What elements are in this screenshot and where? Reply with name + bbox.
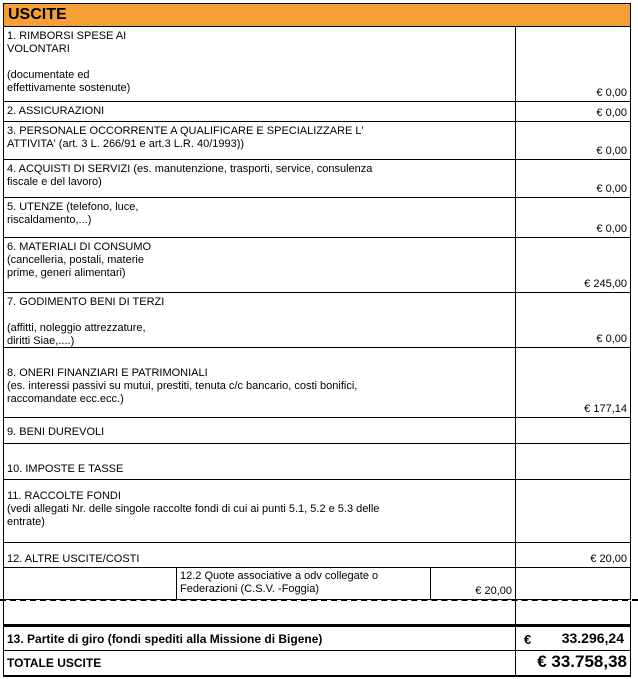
- subrow-quote: [3, 568, 631, 600]
- row-label: 10. IMPOSTE E TASSE: [7, 463, 124, 475]
- row-partite-giro: [3, 625, 631, 651]
- section-title: USCITE: [8, 6, 67, 23]
- giro-label: 13. Partite di giro (fondi spediti alla Missione di Bigene): [7, 632, 323, 646]
- row-label: 8. ONERI FINANZIARI E PATRIMONIALI (es. interessi passivi su mutui, prestiti, tenuta c/c bancario, costi bonifici, raccomandate ecc.ecc.): [7, 367, 358, 405]
- row-personale: [3, 122, 631, 160]
- row-amount: € 0,00: [596, 333, 627, 345]
- row-totale: [3, 651, 631, 677]
- row-amount: € 0,00: [596, 145, 627, 157]
- row-label: 6. MATERIALI DI CONSUMO (cancelleria, postali, materie prime, generi alimentari): [7, 241, 152, 279]
- row-altre-uscite: [3, 543, 631, 568]
- giro-currency: €: [524, 632, 532, 647]
- total-label: TOTALE USCITE: [7, 656, 102, 670]
- row-godimento: [3, 293, 631, 348]
- row-amount: € 0,00: [596, 107, 627, 119]
- row-label: 5. UTENZE (telefono, luce, riscaldamento,...): [7, 201, 139, 226]
- row-amount: € 177,14: [584, 403, 627, 415]
- row-servizi: [3, 160, 631, 198]
- total-amount: € 33.758,38: [537, 652, 627, 671]
- row-label: 4. ACQUISTI DI SERVIZI (es. manutenzione, trasporti, service, consulenza fiscale e del lavoro): [7, 163, 373, 188]
- row-label: 9. BENI DUREVOLI: [7, 426, 105, 438]
- row-label: 1. RIMBORSI SPESE AI VOLONTARI (documentate ed effettivamente sostenute): [7, 30, 131, 94]
- row-label: 2. ASSICURAZIONI: [7, 105, 105, 117]
- row-raccolte: [3, 480, 631, 543]
- row-label: 12. ALTRE USCITE/COSTI: [7, 553, 140, 565]
- row-amount: € 0,00: [596, 183, 627, 195]
- row-amount: € 245,00: [584, 278, 627, 290]
- subrow-amount: € 20,00: [475, 585, 512, 597]
- giro-amount: 33.296,24: [561, 630, 624, 646]
- row-amount: € 0,00: [596, 87, 627, 99]
- row-rimborsi: [3, 27, 631, 102]
- row-amount: € 0,00: [596, 223, 627, 235]
- row-materiali: [3, 238, 631, 293]
- row-amount: € 20,00: [590, 553, 627, 565]
- row-beni-durevoli: [3, 418, 631, 444]
- section-header: [3, 3, 631, 27]
- row-imposte: [3, 444, 631, 480]
- row-blank: [3, 601, 631, 625]
- subrow-label: 12.2 Quote associative a odv collegate o Federazioni (C.S.V. -Foggia): [180, 570, 379, 595]
- row-utenze: [3, 198, 631, 238]
- row-assicurazioni: [3, 102, 631, 122]
- row-label: 11. RACCOLTE FONDI (vedi allegati Nr. delle singole raccolte fondi di cui ai punti 5.1, 5.2 e 5.3 delle entrate): [7, 490, 380, 528]
- row-label: 3. PERSONALE OCCORRENTE A QUALIFICARE E SPECIALIZZARE L' ATTIVITA' (art. 3 L. 266/91 e art.3 L.R. 40/1993)): [7, 125, 364, 150]
- row-label: 7. GODIMENTO BENI DI TERZI (affitti, noleggio attrezzature, diritti Siae,....): [7, 296, 165, 347]
- row-oneri: [3, 348, 631, 418]
